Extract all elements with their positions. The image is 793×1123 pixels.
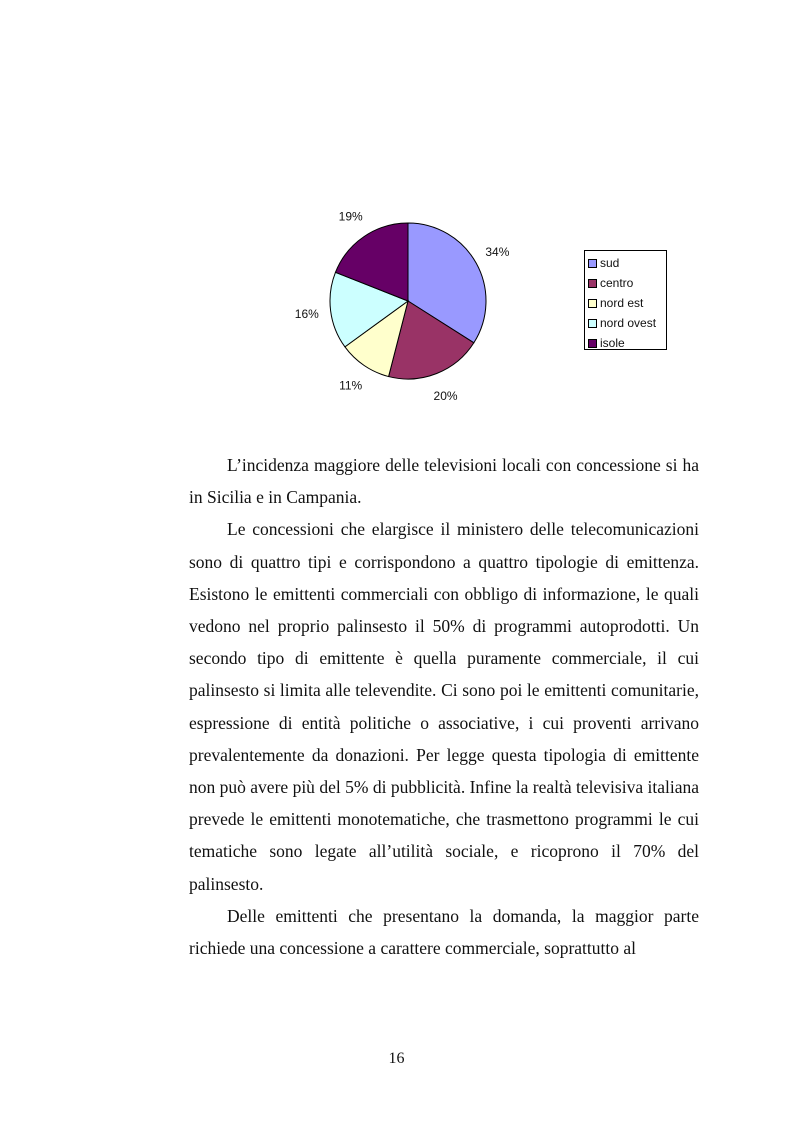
legend-label-isole: isole (600, 336, 625, 350)
legend-label-nord-est: nord est (600, 296, 644, 310)
legend-swatch-sud (588, 259, 597, 268)
pie-chart-figure (0, 0, 793, 420)
pie-label-nord-ovest: 16% (294, 306, 319, 321)
legend-item-isole (588, 333, 666, 353)
legend-item-nord-est (588, 293, 666, 313)
paragraph: L’incidenza maggiore delle televisioni locali con concessione si ha in Sicilia e in Campania. (189, 455, 699, 508)
legend-swatch-isole (588, 339, 597, 348)
pie-label-centro: 20% (433, 388, 458, 403)
legend-label-nord-ovest: nord ovest (600, 316, 657, 330)
legend-swatch-centro (588, 279, 597, 288)
legend-item-centro (588, 273, 666, 293)
paragraph: Le concessioni che elargisce il ministero delle telecomunicazioni sono di quattro tipi e corrispondono a quattro tipologie di emittenza. Esistono le emittenti commerciali con obbligo di informazione, le quali vedono nel proprio palinsesto il 50% di programmi autoprodotti. Un secondo tipo di emittente è quella puramente commerciale, il cui palinsesto si limita alle televendite. Ci sono poi le emittenti comunitarie, espressione di entità politiche o associative, i cui proventi arrivano prevalentemente da donazioni. Per legge questa tipologia di emittente non può avere più del 5% di pubblicità. Infine la realtà televisiva italiana prevede le emittenti monotematiche, che trasmettono programmi le cui tematiche sono legate all’utilità sociale, e ricoprono il 70% del palinsesto. (189, 519, 699, 894)
body-text (189, 449, 699, 964)
legend-item-nord-ovest (588, 313, 666, 333)
pie-label-isole: 19% (338, 209, 363, 224)
paragraph: Delle emittenti che presentano la domanda, la maggior parte richiede una concessione a carattere commerciale, soprattutto al (189, 905, 699, 959)
pie-label-sud: 34% (485, 244, 510, 259)
legend-item-sud (588, 253, 666, 273)
legend-swatch-nord-est (588, 299, 597, 308)
pie-label-nord-est: 11% (339, 378, 363, 393)
legend-swatch-nord-ovest (588, 319, 597, 328)
chart-legend (584, 250, 667, 350)
pie-chart (0, 0, 793, 420)
legend-label-sud: sud (600, 256, 620, 270)
page-number: 16 (388, 1050, 405, 1067)
legend-label-centro: centro (600, 276, 634, 290)
